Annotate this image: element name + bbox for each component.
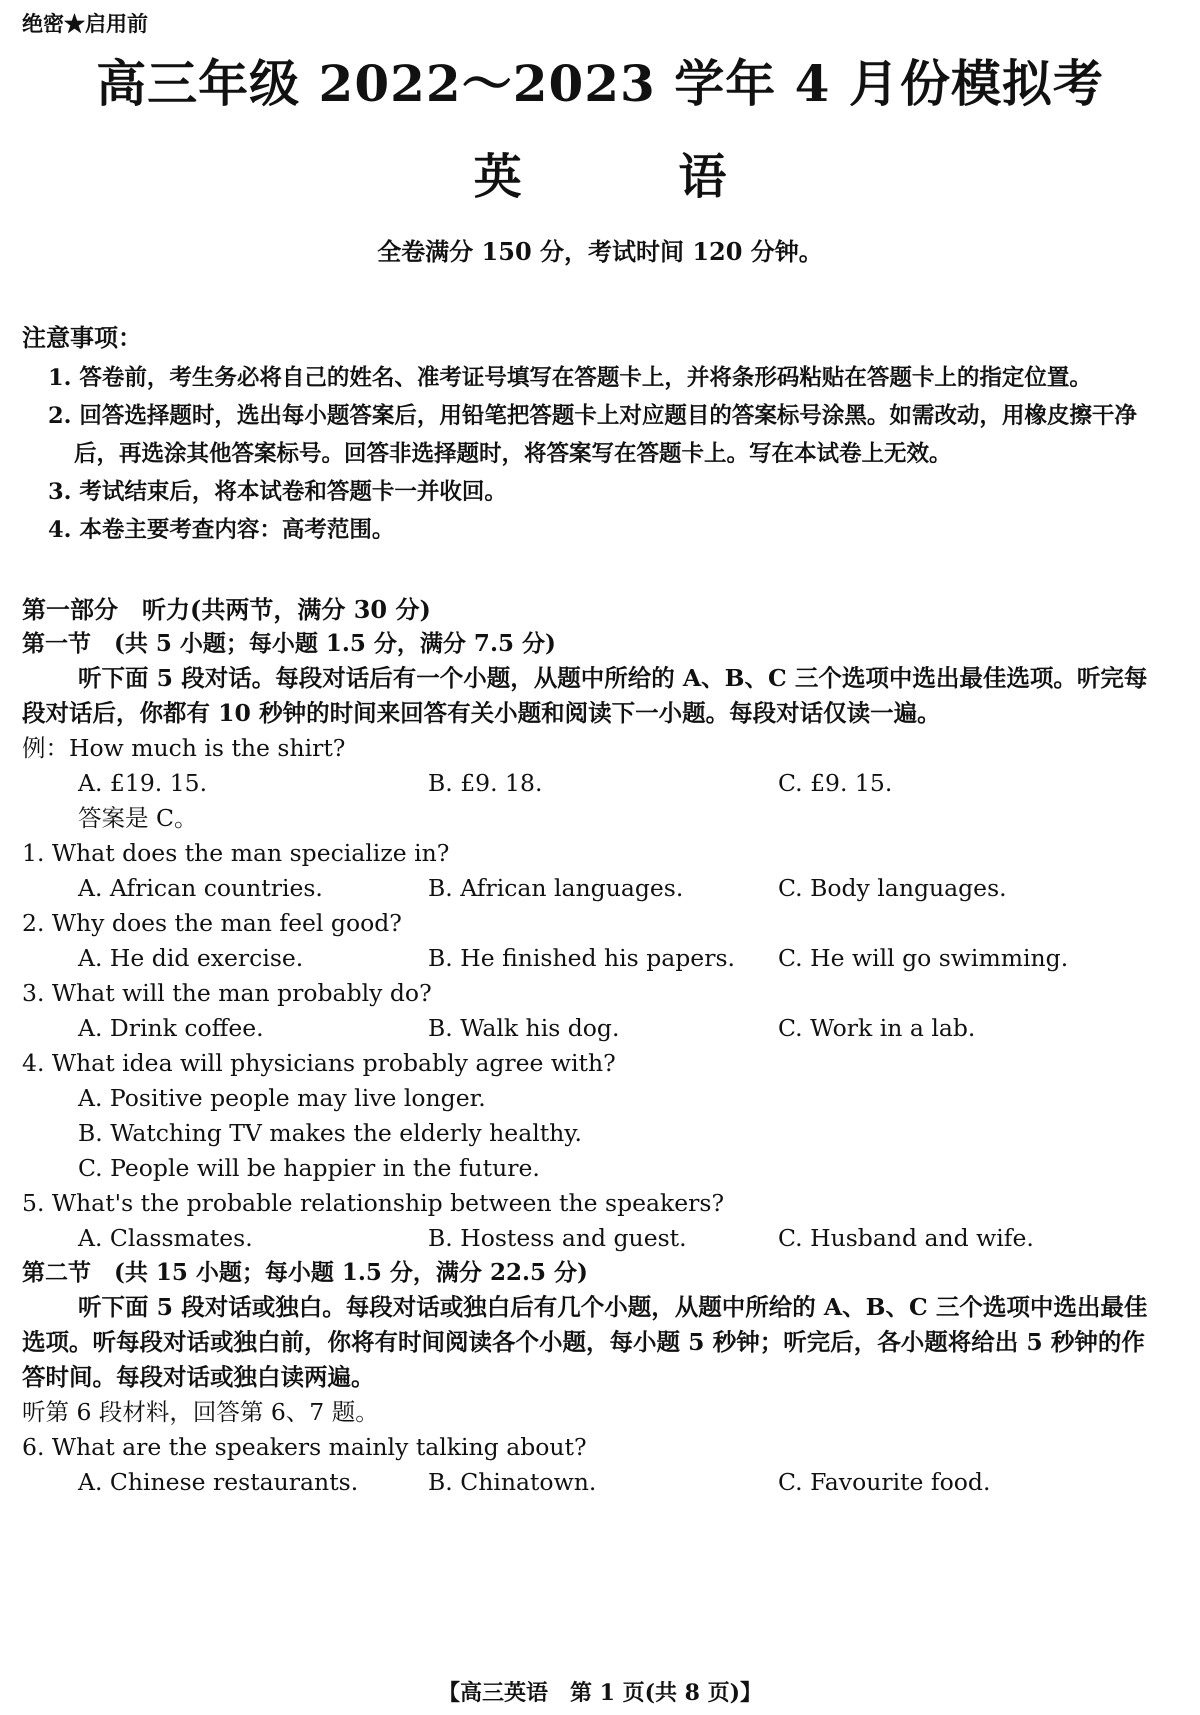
page-footer: 【高三英语 第 1 页(共 8 页)】	[437, 1680, 763, 1706]
part1-heading: 第一部分 听力(共两节，满分 30 分)	[22, 595, 431, 624]
option-c: C. People will be happier in the future.	[78, 1154, 540, 1182]
option-a: A. Drink coffee.	[78, 1014, 264, 1042]
option-a: A. Positive people may live longer.	[78, 1084, 486, 1112]
question: 4. What idea will physicians probably agree with?	[22, 1049, 616, 1077]
options-row	[22, 1221, 1160, 1256]
option-a: A. He did exercise.	[78, 944, 304, 972]
question: 3. What will the man probably do?	[22, 979, 432, 1007]
option-c: C. He will go swimming.	[778, 944, 1069, 972]
notice-item: 4. 本卷主要考查内容：高考范围。	[48, 517, 395, 543]
question: 6. What are the speakers mainly talking about?	[22, 1433, 587, 1461]
option-c: C. Work in a lab.	[778, 1014, 976, 1042]
option-b: B. Walk his dog.	[428, 1014, 620, 1042]
section1-heading: 第一节 (共 5 小题；每小题 1.5 分，满分 7.5 分)	[22, 630, 556, 657]
material-note: 听第 6 段材料，回答第 6、7 题。	[22, 1398, 379, 1426]
option-b: B. African languages.	[428, 874, 684, 902]
example-question: 例：How much is the shirt?	[22, 734, 346, 762]
exam-meta: 全卷满分 150 分，考试时间 120 分钟。	[377, 237, 823, 266]
option-c: C. Favourite food.	[778, 1468, 991, 1496]
option-a: A. £19. 15.	[78, 769, 208, 797]
notice-item: 3. 考试结束后，将本试卷和答题卡一并收回。	[48, 479, 507, 505]
option-b: B. Watching TV makes the elderly healthy.	[78, 1119, 582, 1147]
secret-label: 绝密★启用前	[22, 11, 148, 36]
options-row	[22, 941, 1160, 976]
example-options	[22, 766, 1160, 801]
option-b: B. £9. 18.	[428, 769, 543, 797]
option-a: A. Classmates.	[78, 1224, 253, 1252]
subject-title	[0, 138, 1200, 207]
subject-left: 英	[473, 149, 522, 205]
option-a: A. Chinese restaurants.	[78, 1468, 359, 1496]
options-row	[22, 871, 1160, 906]
section1-instructions: 听下面 5 段对话。每段对话后有一个小题，从题中所给的 A、B、C 三个选项中选出最佳选项。听完每段对话后，你都有 10 秒钟的时间来回答有关小题和阅读下一小题。每段对话仅读一遍。	[22, 664, 1148, 727]
example-answer: 答案是 C。	[78, 804, 198, 832]
option-c: C. £9. 15.	[778, 769, 893, 797]
notice-item: 1. 答卷前，考生务必将自己的姓名、准考证号填写在答题卡上，并将条形码粘贴在答题卡上的指定位置。	[48, 365, 1092, 391]
option-b: B. Hostess and guest.	[428, 1224, 687, 1252]
option-c: C. Body languages.	[778, 874, 1007, 902]
option-a: A. African countries.	[78, 874, 323, 902]
option-c: C. Husband and wife.	[778, 1224, 1034, 1252]
notice-item: 2. 回答选择题时，选出每小题答案后，用铅笔把答题卡上对应题目的答案标号涂黑。如需改动，用橡皮擦干净后，再选涂其他答案标号。回答非选择题时，将答案写在答题卡上。写在本试卷上无效。	[48, 403, 1137, 467]
question: 5. What's the probable relationship between the speakers?	[22, 1189, 725, 1217]
exam-title: 高三年级 2022～2023 学年 4 月份模拟考	[96, 54, 1104, 113]
option-b: B. Chinatown.	[428, 1468, 597, 1496]
section2-heading: 第二节 (共 15 小题；每小题 1.5 分，满分 22.5 分)	[22, 1259, 588, 1286]
section2-instructions: 听下面 5 段对话或独白。每段对话或独白后有几个小题，从题中所给的 A、B、C 三个选项中选出最佳选项。听每段对话或独白前，你将有时间阅读各个小题，每小题 5 秒钟；听完后，各小题将给出 5 秒钟的作答时间。每段对话或独白读两遍。	[22, 1293, 1148, 1391]
question: 1. What does the man specialize in?	[22, 839, 450, 867]
options-row	[22, 1011, 1160, 1046]
subject-right: 语	[678, 149, 727, 205]
notice-heading: 注意事项：	[22, 323, 142, 352]
exam-body	[22, 318, 1160, 1500]
question: 2. Why does the man feel good?	[22, 909, 402, 937]
option-b: B. He finished his papers.	[428, 944, 735, 972]
options-row	[22, 1465, 1160, 1500]
